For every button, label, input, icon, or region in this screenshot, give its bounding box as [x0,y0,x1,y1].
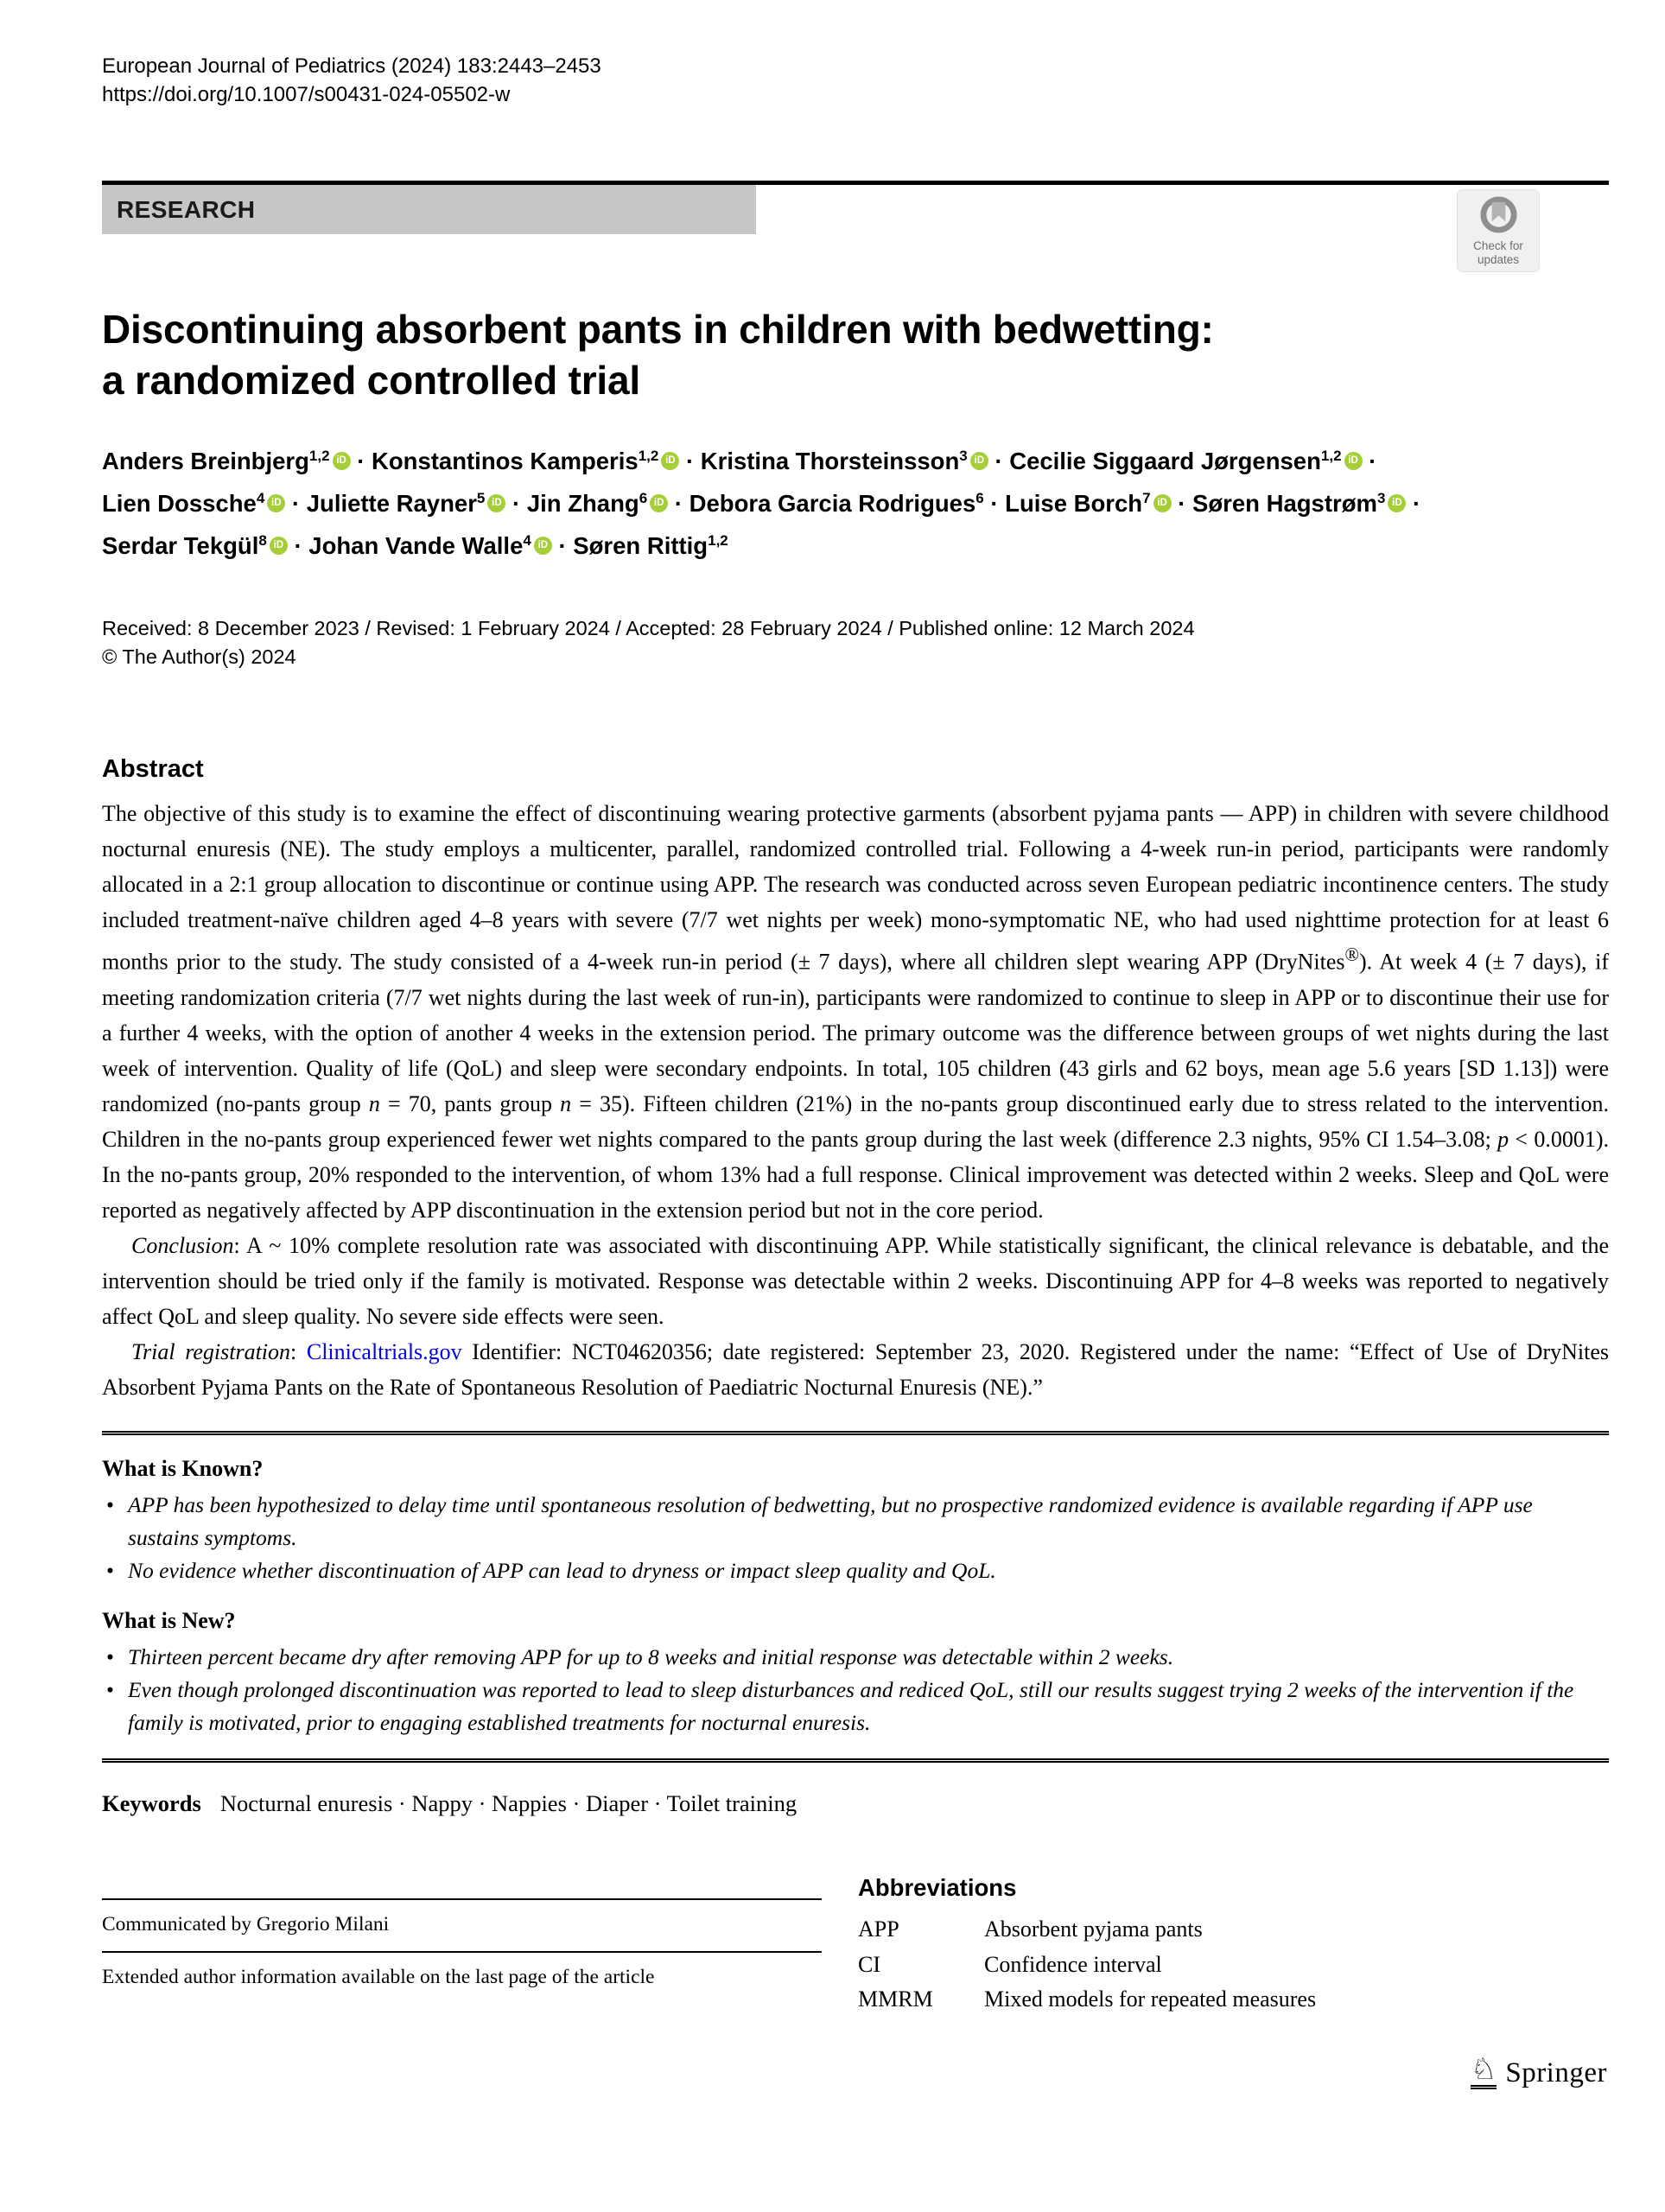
author-separator: · [983,490,1006,518]
highlights-rule-bottom [102,1758,1609,1763]
check-updates-label-2: updates [1477,252,1520,266]
article-title-line2: a randomized controlled trial [102,358,640,403]
author-separator: · [1362,448,1377,475]
communicated-by: Communicated by Gregorio Milani [102,1913,390,1936]
check-updates-label-1: Check for [1473,239,1523,252]
what-is-new-heading: What is New? [102,1608,236,1634]
author-affiliation-sup: 7 [1142,490,1151,507]
article-content [102,0,1609,2018]
springer-knight-icon: ♘ [1471,2055,1497,2089]
author-affiliation-sup: 6 [639,490,648,507]
author-name: Luise Borch [1005,490,1143,518]
abbreviations-column [858,1874,1609,2018]
conclusion-paragraph [102,1228,1609,1334]
abbreviation-definition: Mixed models for repeated measures [984,1986,1317,2012]
publisher-logo [1470,2052,1607,2089]
bullet-icon: • [106,1492,114,1518]
author-separator: · [505,490,527,518]
author-name: Kristina Thorsteinsson [700,448,960,475]
abbreviation-term: APP [858,1916,899,1942]
author-separator: · [679,448,701,475]
list-item-text: APP has been hypothesized to delay time until spontaneous resolution of bedwetting, but no prospective randomized evidence is available regarding if APP use sustains symptoms. [128,1492,1533,1551]
author-line-1 [102,437,1609,480]
author-affiliation-sup: 5 [476,490,486,507]
author-name: Debora Garcia Rodrigues [689,490,976,518]
abstract-text: ). At week 4 (± 7 days), if meeting randomization criteria (7/7 wet nights during the last week of run-in), participants were randomized to continue to sleep in APP or to discontinue their use for a further 4 weeks, with the option of another 4 weeks in the extension period. The primary outcome was the difference between groups of wet nights during the last week of intervention. Quality of life (QoL) and sleep were secondary endpoints. In total, 105 children (43 girls and 62 boys, mean age 5.6 years [SD 1.13]) were randomized (no-pants group [102,950,1609,1117]
author-name: Anders Breinbjerg [102,448,309,475]
footnote-column [102,1874,822,2018]
author-separator: · [350,448,372,475]
author-affiliation-sup: 3 [1376,490,1386,507]
section-row [102,185,1609,266]
orcid-icon[interactable]: iD [333,452,351,470]
bullet-icon: • [106,1558,114,1584]
author-name: Søren Hagstrøm [1192,490,1377,518]
author-line-2 [102,480,1609,522]
conclusion-text: : A ~ 10% complete resolution rate was associated with discontinuing APP. While statistically significant, the clinical relevance is debatable, and the intervention should be tried only if the family is motivated. Response was detectable within 2 weeks. Discontinuing APP for 4–8 weeks was reported to negatively affect QoL and sleep quality. No severe side effects were seen. [102,1233,1609,1330]
trial-registration-paragraph [102,1334,1609,1405]
author-name: Jin Zhang [526,490,639,518]
abstract-paragraph [102,796,1609,1228]
author-name: Serdar Tekgül [102,532,259,560]
publisher-name: Springer [1505,2057,1607,2088]
author-affiliation-sup: 8 [258,532,267,550]
author-affiliation-sup: 1,2 [638,448,659,464]
orcid-icon[interactable]: iD [650,494,668,512]
author-name: Johan Vande Walle [308,532,524,560]
author-affiliation-sup: 1,2 [1320,448,1342,464]
keywords-label: Keywords [102,1790,201,1817]
trial-registration-colon: : [290,1339,307,1365]
orcid-icon[interactable]: iD [1388,494,1406,512]
author-separator: · [285,490,307,518]
author-separator: · [1406,490,1421,518]
history-dates: Received: 8 December 2023 / Revised: 1 February 2024 / Accepted: 28 February 2024 / Published online: 12 March 2024 [102,617,1195,640]
abbreviation-definition: Absorbent pyjama pants [984,1916,1203,1942]
what-is-known-list [102,1489,1609,1587]
italic-n: n [560,1091,572,1117]
check-for-updates-badge[interactable] [1457,189,1540,272]
abbreviations-heading: Abbreviations [858,1874,1017,1902]
abbreviation-row [858,1948,1609,1983]
list-item [102,1489,1609,1554]
abbreviation-row [858,1982,1609,2018]
author-affiliation-sup: 3 [959,448,968,464]
author-affiliation-sup: 4 [256,490,265,507]
abstract-heading: Abstract [102,755,204,784]
orcid-icon[interactable]: iD [534,537,552,555]
author-affiliation-sup: 1,2 [308,448,330,464]
trial-registration-lead: Trial registration [131,1339,291,1365]
conclusion-lead: Conclusion [131,1233,234,1259]
list-item [102,1554,1609,1587]
author-line-3 [102,522,1609,564]
author-affiliation-sup: 4 [523,532,531,550]
orcid-icon[interactable]: iD [267,494,285,512]
abstract-body [102,796,1609,1405]
orcid-icon[interactable]: iD [1344,452,1363,470]
abbreviation-term: MMRM [858,1986,933,2012]
keywords-line [102,1790,1609,1817]
author-separator: · [668,490,690,518]
orcid-icon[interactable]: iD [970,452,988,470]
list-item-text: Thirteen percent became dry after removing APP for up to 8 weeks and initial response was detectable within 2 weeks. [128,1644,1174,1670]
orcid-icon[interactable]: iD [487,494,505,512]
italic-n: n [368,1091,380,1117]
lower-section [102,1874,1609,2018]
journal-header [102,52,1609,109]
abbreviation-term: CI [858,1951,880,1977]
journal-citation: European Journal of Pediatrics (2024) 183:2443–2453 [102,54,601,78]
what-is-new-list [102,1641,1609,1739]
highlights-rule-top [102,1431,1609,1435]
author-separator: · [988,448,1010,475]
author-name: Cecilie Siggaard Jørgensen [1009,448,1321,475]
bullet-icon: • [106,1677,114,1703]
italic-p: p [1497,1127,1509,1153]
author-affiliation-sup: 6 [975,490,984,507]
extended-author-info: Extended author information available on the last page of the article [102,1966,655,1989]
list-item [102,1674,1609,1739]
list-item-text: Even though prolonged discontinuation was reported to lead to sleep disturbances and rediced QoL, still our results suggest trying 2 weeks of the intervention if the family is motivated, prior to engaging established treatments for nocturnal enuresis. [128,1677,1574,1736]
author-separator: · [287,532,309,560]
article-title-line1: Discontinuing absorbent pants in children with bedwetting: [102,307,1214,352]
registered-mark: ® [1344,944,1359,966]
list-item-text: No evidence whether discontinuation of APP can lead to dryness or impact sleep quality and QoL. [128,1558,996,1584]
author-separator: · [551,532,574,560]
article-title [102,304,1609,406]
orcid-icon[interactable]: iD [661,452,679,470]
highlights-box [102,1431,1609,1763]
keywords-text: Nocturnal enuresis · Nappy · Nappies · Diaper · Toilet training [219,1790,798,1817]
abbreviation-row [858,1912,1609,1948]
abstract-text: < 0.0001). In the no-pants group, 20% responded to the intervention, of whom 13% had a full response. Clinical improvement was detected within 2 weeks. Sleep and QoL were reported as negatively affected by APP discontinuation in the extension period but not in the core period. [102,1127,1610,1224]
clinicaltrials-link[interactable]: Clinicaltrials.gov [306,1339,462,1365]
author-list [102,437,1609,564]
trial-registration-text: Identifier: NCT04620356; date registered: September 23, 2020. Registered under the name: “Effect of Use of DryNites Absorbent Pyjama Pants on the Rate of Spontaneous Resolution of Paediatric Nocturnal Enuresis (NE).” [102,1339,1609,1401]
abbreviation-definition: Confidence interval [984,1951,1162,1977]
section-label-bar [102,185,756,234]
author-name: Juliette Rayner [306,490,477,518]
abstract-text: = 35). Fifteen children (21%) in the no-pants group discontinued early due to stress related to the intervention. Children in the no-pants group experienced fewer wet nights compared to the pants group during the last week (difference 2.3 nights, 95% CI 1.54–3.08; [102,1091,1609,1153]
author-name: Lien Dossche [102,490,257,518]
author-affiliation-sup: 1,2 [708,532,728,550]
abstract-text: = 70, pants group [379,1091,561,1117]
doi-line: https://doi.org/10.1007/s00431-024-05502-w [102,83,511,106]
author-name: Søren Rittig [573,532,709,560]
what-is-known-heading: What is Known? [102,1456,264,1482]
article-history [102,614,1609,671]
orcid-icon[interactable]: iD [1153,494,1172,512]
copyright-line: © The Author(s) 2024 [102,645,296,669]
abstract-text: The objective of this study is to examine the effect of discontinuing wearing protective garments (absorbent pyjama pants — APP) in children with severe childhood nocturnal enuresis (NE). The study employs a multicenter, parallel, randomized controlled trial. Following a 4-week run-in period, participants were randomly allocated in a 2:1 group allocation to discontinue or continue using APP. The research was conducted across seven European pediatric incontinence centers. The study included treatment-naïve children aged 4–8 years with severe (7/7 wet nights per week) mono-symptomatic NE, who had used nighttime protection for at least 6 months prior to the study. The study consisted of a 4-week run-in period (± 7 days), where all children slept wearing APP (DryNites [102,801,1609,976]
author-name: Konstantinos Kamperis [372,448,639,475]
section-label: RESEARCH [117,195,256,223]
bullet-icon: • [106,1644,114,1670]
orcid-icon[interactable]: iD [270,537,288,555]
check-updates-icon [1478,194,1519,239]
author-separator: · [1171,490,1193,518]
list-item [102,1641,1609,1674]
